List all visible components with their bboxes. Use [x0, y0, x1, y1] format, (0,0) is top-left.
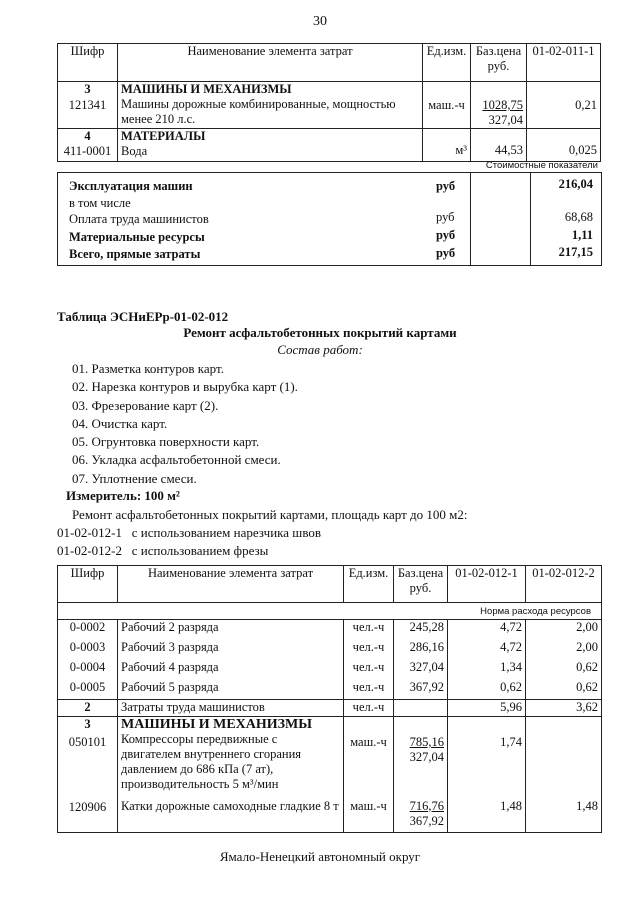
table-row: 0-0002 Рабочий 2 разряда чел.-ч 245,28 4,72 2,00	[58, 620, 602, 640]
meter: Измеритель: 100 м²	[66, 488, 180, 503]
table-row: 0-0003 Рабочий 3 разряда чел.-ч 286,16 4,72 2,00	[58, 640, 602, 660]
resource-price-wage: 367,92	[409, 813, 444, 828]
summary-value: 216,04	[558, 177, 593, 191]
resource-code: 121341	[68, 98, 107, 112]
variant-2: 01-02-012-2 с использованием фрезы	[57, 543, 269, 558]
variant-1: 01-02-012-1 с использованием нарезчика швов	[57, 525, 322, 540]
header-code: Шифр	[58, 44, 118, 82]
section-title: МАШИНЫ И МЕХАНИЗМЫ	[121, 717, 313, 732]
header-col1: 01-02-011-1	[527, 44, 601, 82]
summary-label: в том числе	[69, 196, 131, 210]
table-row: 0-0005 Рабочий 5 разряда чел.-ч 367,92 0,62 0,62	[58, 680, 602, 700]
resource-value: 1,48	[500, 798, 522, 813]
summary-value: 1,11	[571, 228, 593, 242]
table-row	[58, 717, 602, 799]
summary-label: Материальные ресурсы	[69, 230, 205, 244]
resource-code: 050101	[68, 735, 107, 749]
table-row	[58, 799, 602, 833]
resource-value: 1,74	[500, 735, 522, 749]
subtitle: Ремонт асфальтобетонных покрытий картами	[183, 325, 457, 340]
section-title: МАТЕРИАЛЫ	[121, 129, 206, 143]
norm-label: Норма расхода ресурсов	[58, 603, 602, 620]
work-item: 04. Очистка карт.	[72, 416, 168, 431]
header-unit: Ед.изм.	[423, 44, 471, 82]
resource-value: 0,21	[575, 98, 597, 112]
header-code: Шифр	[58, 566, 118, 603]
resource-name: Компрессоры передвижные с двигателем внутреннего сгорания давлением до 686 кПа (7 ат), производительность 5 м³/мин	[121, 732, 302, 791]
summary-unit: руб	[436, 246, 456, 260]
description: Ремонт асфальтобетонных покрытий картами, площадь карт до 100 м2:	[72, 507, 468, 522]
table-row: 2 Затраты труда машинистов чел.-ч 5,96 3,62	[58, 700, 602, 717]
resource-unit: маш.-ч	[350, 735, 387, 749]
resource-price: 44,53	[494, 143, 523, 157]
work-item: 07. Уплотнение смеси.	[72, 471, 197, 486]
cost-indicators-label: Стоимостные показатели	[485, 160, 598, 171]
resource-table-2	[57, 565, 602, 833]
summary-value: 68,68	[564, 210, 593, 224]
summary-label: Всего, прямые затраты	[69, 247, 201, 261]
work-item: 06. Укладка асфальтобетонной смеси.	[72, 452, 281, 467]
resource-unit: маш.-ч	[350, 798, 387, 813]
section-number: 3	[84, 82, 91, 96]
summary-block	[57, 172, 602, 266]
header-name: Наименование элемента затрат	[118, 566, 344, 603]
resource-price-wage: 327,04	[488, 113, 523, 127]
work-item: 02. Нарезка контуров и вырубка карт (1).	[72, 379, 298, 394]
header-name: Наименование элемента затрат	[118, 44, 423, 82]
table-row	[58, 129, 118, 162]
table-row: 0-0004 Рабочий 4 разряда чел.-ч 327,04 1,34 0,62	[58, 660, 602, 680]
section-title: МАШИНЫ И МЕХАНИЗМЫ	[121, 82, 292, 96]
resource-code: 120906	[68, 799, 107, 814]
resource-price-wage: 327,04	[409, 750, 444, 764]
summary-unit: руб	[436, 179, 456, 193]
resource-name: Вода	[121, 144, 148, 158]
work-item: 01. Разметка контуров карт.	[72, 361, 224, 376]
resource-name: Машины дорожные комбинированные, мощностью менее 210 л.с.	[121, 97, 396, 126]
table-row	[58, 82, 118, 129]
section-number: 3	[84, 717, 91, 731]
resource-value: 1,48	[576, 798, 598, 813]
summary-label: Оплата труда машинистов	[69, 212, 209, 226]
work-item: 03. Фрезерование карт (2).	[72, 398, 219, 413]
resource-unit: м³	[455, 143, 467, 157]
footer: Ямало-Ненецкий автономный округ	[219, 849, 421, 864]
resource-code: 411-0001	[63, 144, 112, 158]
work-item: 05. Огрунтовка поверхности карт.	[72, 434, 260, 449]
header-col1: 01-02-012-1	[448, 566, 526, 603]
works-title: Состав работ:	[277, 342, 363, 357]
resource-table-1	[57, 43, 601, 162]
resource-price: 716,76	[409, 798, 444, 813]
header-col2: 01-02-012-2	[526, 566, 602, 603]
section-number: 4	[84, 129, 91, 143]
resource-value: 0,025	[568, 143, 597, 157]
header-price: Баз.цена руб.	[471, 44, 527, 82]
resource-price: 1028,75	[482, 98, 523, 112]
page-number: 30	[313, 14, 327, 29]
summary-value: 217,15	[558, 245, 593, 259]
summary-unit: руб	[436, 228, 456, 242]
summary-label: Эксплуатация машин	[69, 179, 193, 193]
header-price: Баз.цена руб.	[394, 566, 448, 603]
table-title: Таблица ЭСНиЕРр-01-02-012	[57, 309, 229, 324]
resource-name: Катки дорожные самоходные гладкие 8 т	[121, 798, 339, 813]
header-unit: Ед.изм.	[344, 566, 394, 603]
summary-unit: руб	[436, 210, 455, 224]
resource-price: 785,16	[409, 735, 444, 749]
resource-unit: маш.-ч	[428, 98, 465, 112]
